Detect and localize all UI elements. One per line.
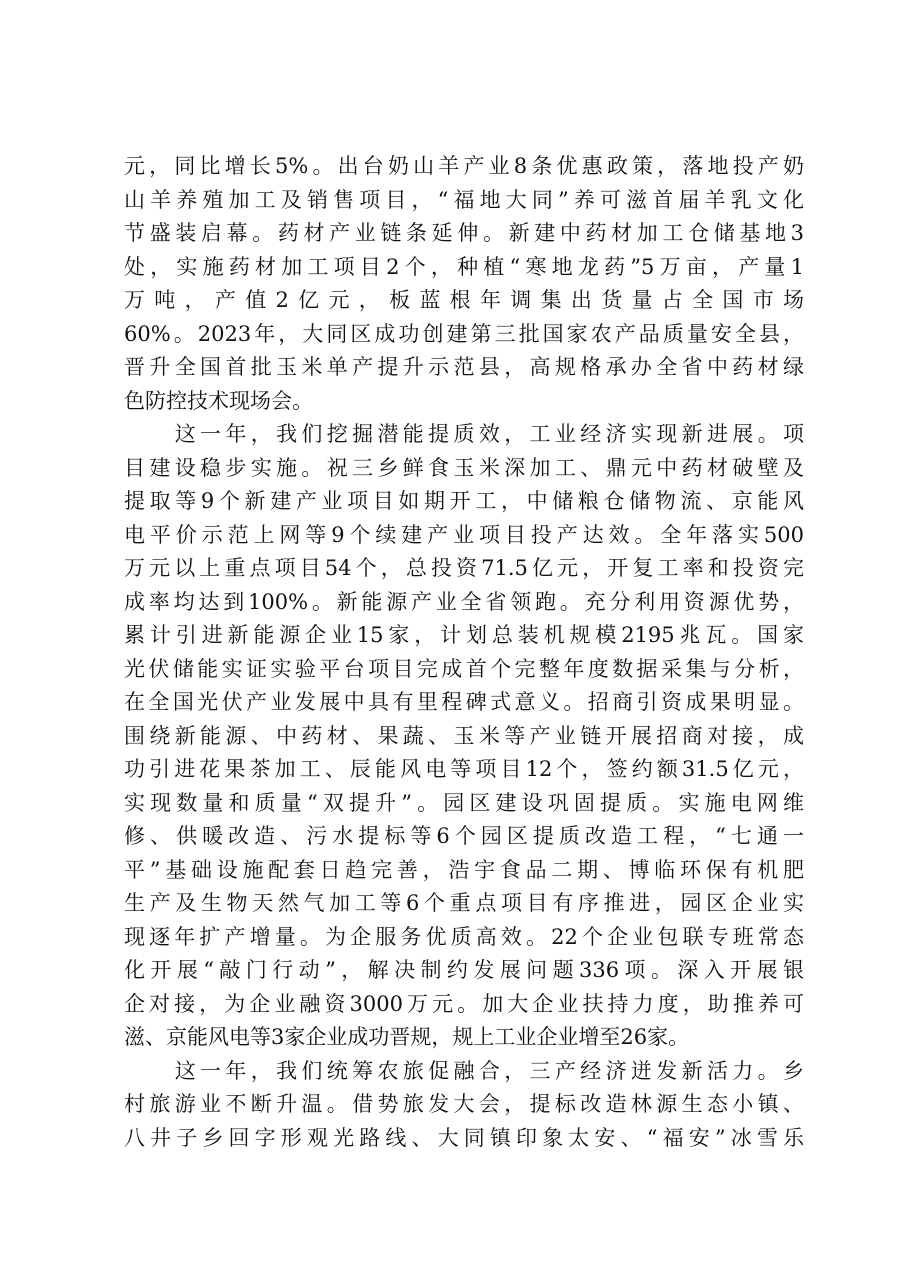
text-line: 企对接，为企业融资3000万元。加大企业扶持力度，助推养可 [124, 991, 804, 1016]
text-line: 功引进花果茶加工、辰能风电等项目12个，签约额31.5亿元， [124, 757, 804, 781]
text-line: 万吨，产值2亿元，板蓝根年调集出货量占全国市场 [124, 288, 804, 312]
text-line: 处，实施药材加工项目2个，种植“寒地龙药”5万亩，产量1 [124, 254, 804, 279]
text-line: 滋、京能风电等3家企业成功晋规，规上工业企业增至26家。 [124, 1025, 690, 1049]
text-line: 实现数量和质量“双提升”。园区建设巩固提质。实施电网维 [124, 790, 804, 815]
text-line: 山羊养殖加工及销售项目，“福地大同”养可滋首届羊乳文化 [124, 187, 804, 212]
text-line: 修、供暖改造、污水提标等6个园区提质改造工程，“七通一 [124, 824, 804, 848]
text-line: 成率均达到100%。新能源产业全省领跑。充分利用资源优势， [124, 589, 804, 614]
text-line: 化开展“敲门行动”，解决制约发展问题336项。深入开展银 [124, 958, 804, 982]
text-line: 电平价示范上网等9个续建产业项目投产达效。全年落实500 [124, 522, 804, 547]
text-line: 平”基础设施配套日趋完善，浩宇食品二期、博临环保有机肥 [124, 857, 804, 882]
text-line: 累计引进新能源企业15家，计划总装机规模2195兆瓦。国家 [124, 623, 804, 647]
body-text [124, 150, 804, 1155]
text-line: 这一年，我们挖掘潜能提质效，工业经济实现新进展。项 [124, 422, 804, 446]
text-line: 提取等9个新建产业项目如期开工，中储粮仓储物流、京能风 [124, 489, 804, 513]
text-line: 八井子乡回字形观光路线、大同镇印象太安、“福安”冰雪乐 [124, 1125, 804, 1150]
text-line: 目建设稳步实施。祝三乡鲜食玉米深加工、鼎元中药材破壁及 [124, 455, 804, 480]
text-line: 晋升全国首批玉米单产提升示范县，高规格承办全省中药材绿 [124, 355, 804, 379]
text-line: 村旅游业不断升温。借势旅发大会，提标改造林源生态小镇、 [124, 1092, 804, 1116]
text-line: 60%。2023年，大同区成功创建第三批国家农产品质量安全县， [124, 321, 804, 346]
text-line: 元，同比增长5%。出台奶山羊产业8条优惠政策，落地投产奶 [124, 154, 804, 178]
text-line: 光伏储能实证实验平台项目完成首个完整年度数据采集与分析， [124, 656, 804, 681]
text-line: 节盛装启幕。药材产业链条延伸。新建中药材加工仓储基地3 [124, 221, 804, 245]
text-line: 万元以上重点项目54个，总投资71.5亿元，开复工率和投资完 [124, 556, 804, 580]
text-line: 生产及生物天然气加工等6个重点项目有序推进，园区企业实 [124, 891, 804, 915]
text-line: 现逐年扩产增量。为企服务优质高效。22个企业包联专班常态 [124, 924, 804, 949]
text-line: 色防控技术现场会。 [124, 388, 313, 413]
text-line: 在全国光伏产业发展中具有里程碑式意义。招商引资成果明显。 [124, 690, 804, 714]
text-line: 围绕新能源、中药材、果蔬、玉米等产业链开展招商对接，成 [124, 723, 804, 748]
text-line: 这一年，我们统筹农旅促融合，三产经济迸发新活力。乡 [124, 1058, 804, 1083]
